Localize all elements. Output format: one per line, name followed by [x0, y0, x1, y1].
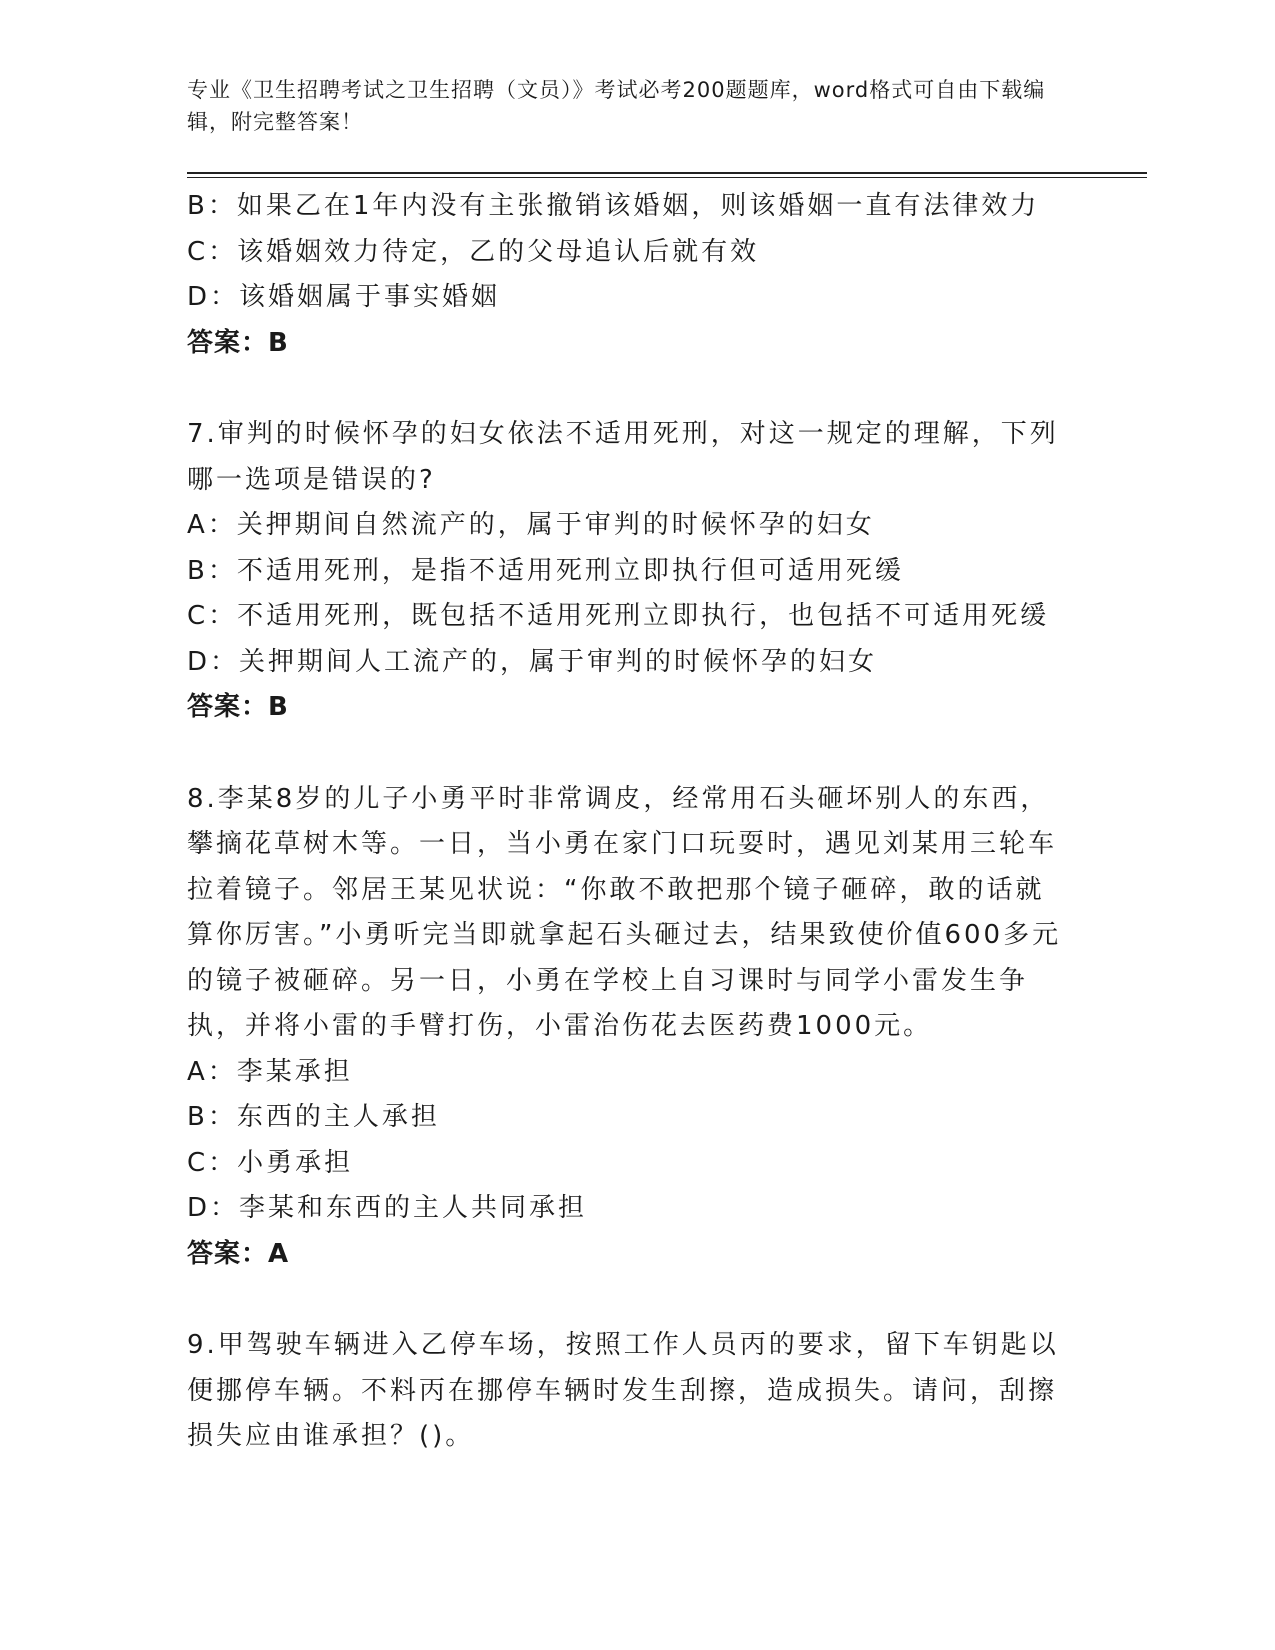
question-spacer — [187, 731, 1067, 777]
question-spacer — [187, 366, 1067, 412]
q9-stem: 9.甲驾驶车辆进入乙停车场，按照工作人员丙的要求，留下车钥匙以便挪停车辆。不料丙在挪停车辆时发生刮擦，造成损失。请问，刮擦损失应由谁承担？()。 — [187, 1330, 1059, 1451]
header-divider-thin — [187, 177, 1147, 178]
q7-option-b: B：不适用死刑，是指不适用死刑立即执行但可适用死缓 — [187, 555, 904, 586]
q7-option-d: D：关押期间人工流产的，属于审判的时候怀孕的妇女 — [187, 646, 878, 677]
q7-option-a: A：关押期间自然流产的，属于审判的时候怀孕的妇女 — [187, 510, 875, 540]
q7-option-c: C：不适用死刑，既包括不适用死刑立即执行，也包括不可适用死缓 — [187, 601, 1050, 631]
question-spacer — [187, 1277, 1067, 1323]
question-content — [187, 184, 1067, 1460]
q8-option-b: B：东西的主人承担 — [187, 1102, 440, 1132]
q8-option-c: C：小勇承担 — [187, 1147, 354, 1178]
q6-option-c: C：该婚姻效力待定，乙的父母追认后就有效 — [187, 236, 760, 267]
q8-answer: 答案：A — [187, 1238, 290, 1269]
q8-option-d: D：李某和东西的主人共同承担 — [187, 1193, 588, 1223]
q8-option-a: A：李某承担 — [187, 1056, 353, 1087]
document-page — [187, 74, 1147, 1460]
q6-answer: 答案：B — [187, 327, 289, 358]
q7-answer: 答案：B — [187, 692, 289, 722]
q6-option-b: B：如果乙在1年内没有主张撤销该婚姻，则该婚姻一直有法律效力 — [187, 191, 1040, 221]
q7-stem: 7.审判的时候怀孕的妇女依法不适用死刑，对这一规定的理解，下列哪一选项是错误的? — [187, 419, 1059, 495]
q6-option-d: D：该婚姻属于事实婚姻 — [187, 282, 501, 312]
q8-stem: 8.李某8岁的儿子小勇平时非常调皮，经常用石头砸坏别人的东西，攀摘花草树木等。一日，当小勇在家门口玩耍时，遇见刘某用三轮车拉着镜子。邻居王某见状说：“你敢不敢把那个镜子砸碎，敢的话就算你厉害。”小勇听完当即就拿起石头砸过去，结果致使价值600多元的镜子被砸碎。另一日，小勇在学校上自习课时与同学小雷发生争执，并将小雷的手臂打伤，小雷治伤花去医药费1000元。 — [187, 783, 1062, 1041]
header-divider — [187, 172, 1147, 178]
document-header-title: 专业《卫生招聘考试之卫生招聘（文员）》考试必考200题题库，word格式可自由下载编辑，附完整答案！ — [187, 78, 1046, 134]
header-divider-thick — [187, 172, 1147, 174]
